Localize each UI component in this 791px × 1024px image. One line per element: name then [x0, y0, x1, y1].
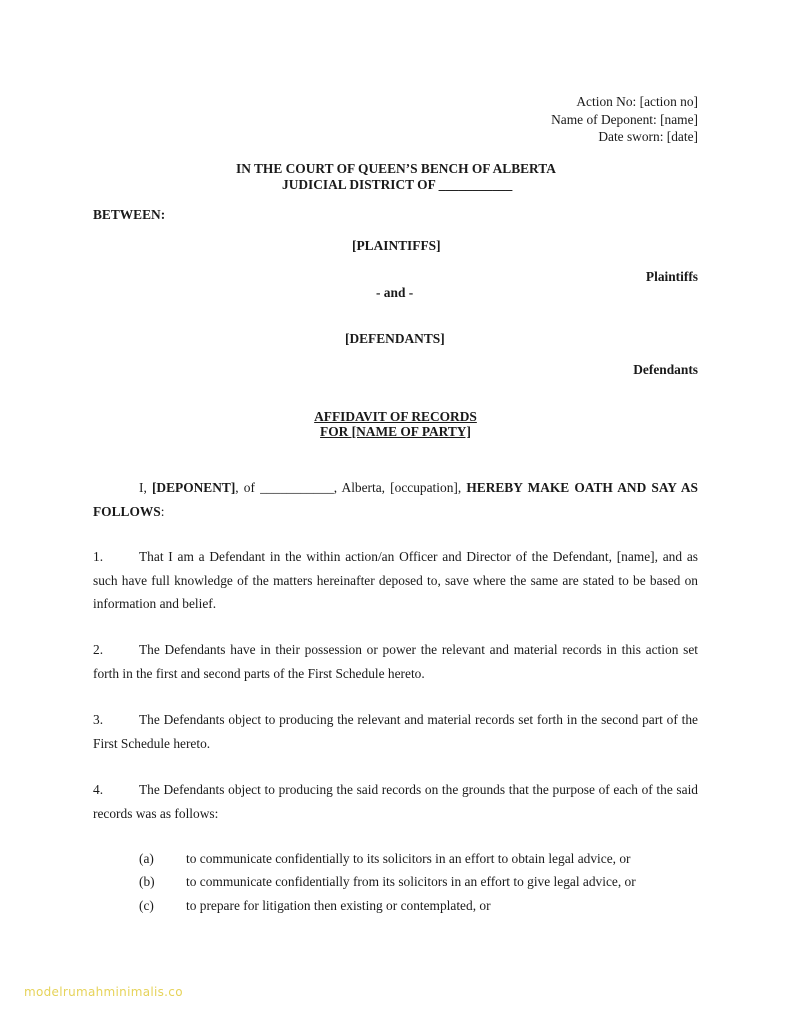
paragraph-text: The Defendants object to producing the relevant and material records set forth in the second part of the First Schedule hereto.: [93, 712, 698, 751]
list-item-label: (b): [139, 874, 155, 889]
defendants-name: [DEFENDANTS]: [345, 331, 445, 346]
oath-paragraph: [93, 476, 698, 523]
deponent-name: Name of Deponent: [name]: [551, 111, 698, 127]
paragraph-number: 1.: [93, 549, 104, 564]
oath-middle: , of ___________, Alberta, [occupation],: [235, 480, 467, 495]
list-item-label: (c): [139, 898, 154, 913]
paragraph-text: That I am a Defendant in the within action/an Officer and Director of the Defendant, [name], and as such have full knowledge of the matters hereinafter deposed to, save where the same are stated to be based on information and belief.: [93, 549, 698, 611]
defendants-label: Defendants: [633, 362, 698, 377]
document-subtitle: FOR [NAME OF PARTY]: [320, 424, 471, 439]
paragraph-2: [93, 638, 698, 685]
oath-deponent: [DEPONENT]: [151, 480, 236, 495]
paragraph-number: 2.: [93, 642, 104, 657]
plaintiffs-name: [PLAINTIFFS]: [352, 238, 441, 253]
header-block: [551, 93, 698, 146]
list-item-text: to communicate confidentially to its solicitors in an effort to obtain legal advice, or: [186, 851, 631, 866]
list-item-label: (a): [139, 851, 154, 866]
and-separator: - and -: [376, 285, 414, 300]
paragraph-4: [93, 778, 698, 825]
paragraph-number: 3.: [93, 712, 104, 727]
paragraph-1: [93, 545, 698, 616]
judicial-district: JUDICIAL DISTRICT OF ___________: [282, 177, 513, 192]
oath-colon: :: [160, 503, 165, 519]
document-title: AFFIDAVIT OF RECORDS: [314, 409, 477, 424]
court-name: IN THE COURT OF QUEEN’S BENCH OF ALBERTA: [236, 161, 556, 176]
date-sworn: Date sworn: [date]: [598, 129, 698, 144]
action-number: Action No: [action no]: [576, 94, 698, 109]
list-item-text: to communicate confidentially from its solicitors in an effort to give legal advice, or: [186, 874, 636, 889]
paragraph-text: The Defendants object to producing the said records on the grounds that the purpose of each of the said records was as follows:: [93, 782, 698, 821]
paragraph-3: [93, 708, 698, 755]
plaintiffs-label: Plaintiffs: [645, 269, 698, 284]
list-item: [139, 898, 491, 914]
oath-declaration: HEREBY MAKE OATH AND SAY AS FOLLOWS: [93, 480, 698, 519]
between-label: BETWEEN:: [93, 207, 166, 222]
paragraph-text: The Defendants have in their possession or power the relevant and material records in this action set forth in the first and second parts of the First Schedule hereto.: [93, 642, 698, 681]
list-item-text: to prepare for litigation then existing or contemplated, or: [186, 898, 491, 913]
list-item: [139, 874, 636, 890]
paragraph-number: 4.: [93, 782, 104, 797]
list-item: [139, 851, 631, 867]
watermark-text: modelrumahminimalis.co: [24, 985, 183, 999]
oath-i: I,: [139, 480, 152, 495]
